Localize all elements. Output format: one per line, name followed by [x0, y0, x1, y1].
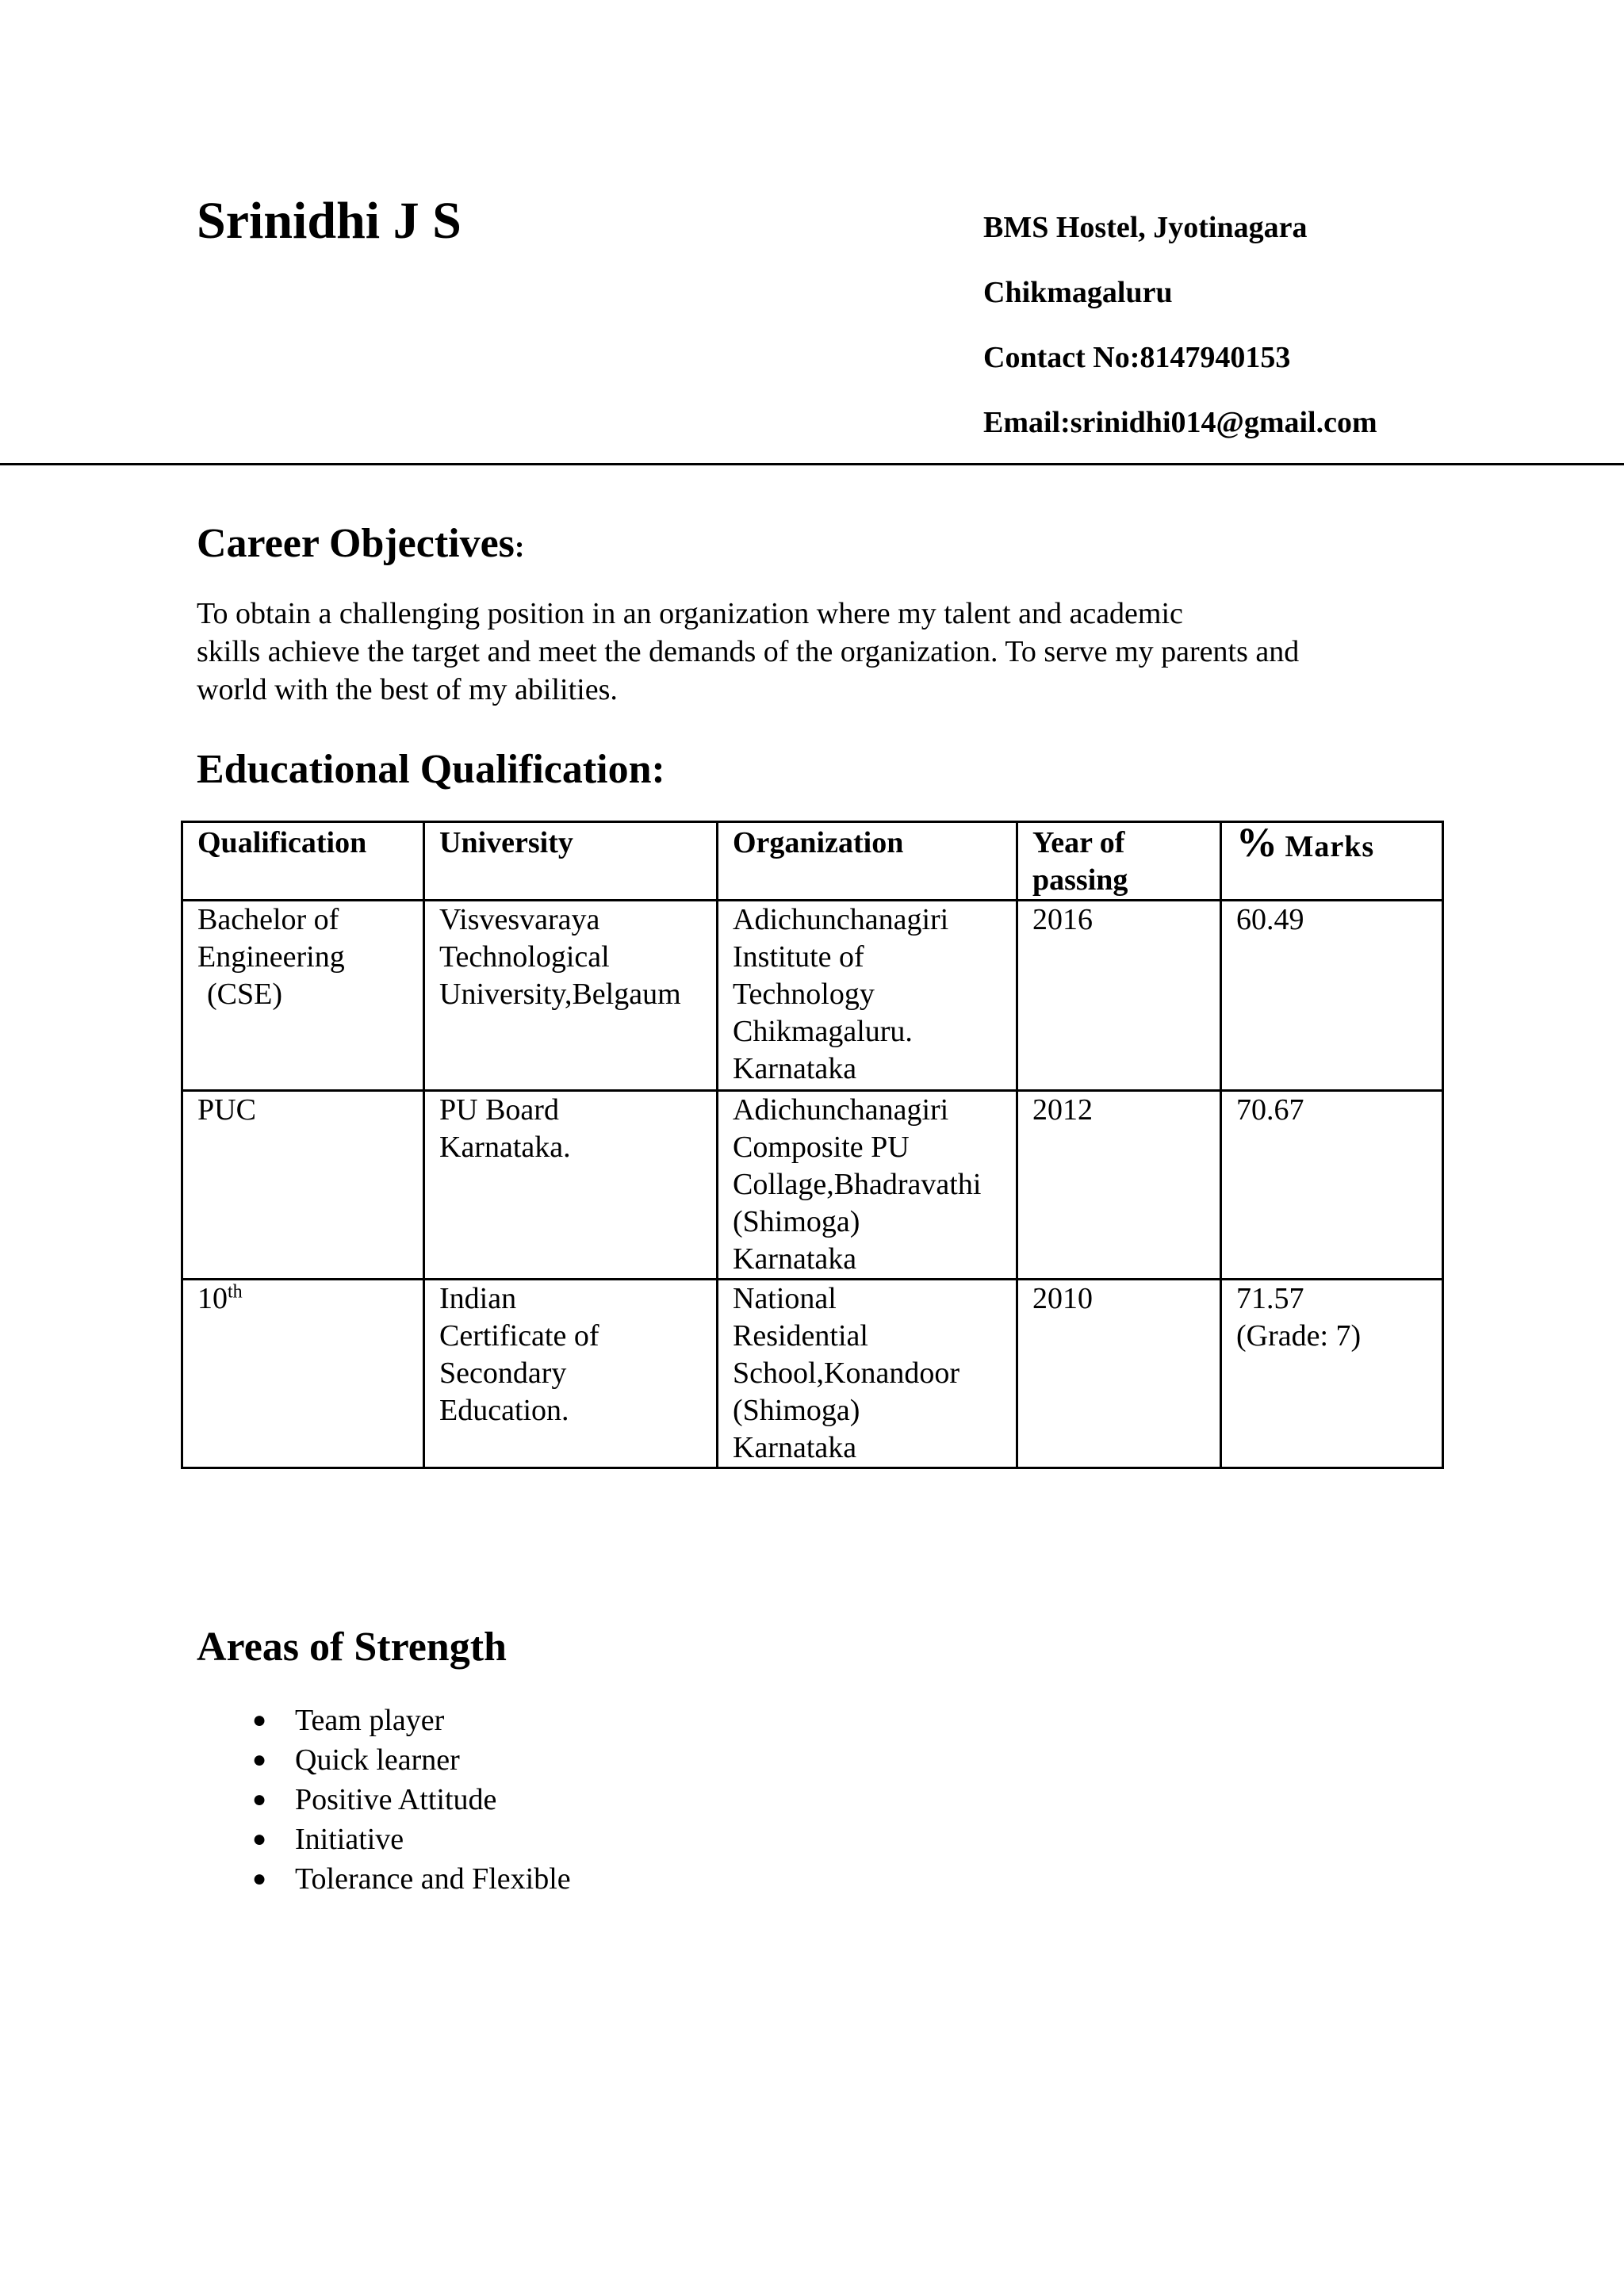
list-item-text: Positive Attitude: [295, 1783, 497, 1816]
cell-qualification: [182, 901, 424, 1091]
cell-line: National: [733, 1282, 837, 1315]
cell-marks: [1221, 1091, 1443, 1280]
cell-organization: [718, 1091, 1017, 1280]
list-item-text: Tolerance and Flexible: [295, 1862, 571, 1896]
cell-marks: [1221, 1280, 1443, 1468]
cell-line: 70.67: [1236, 1093, 1304, 1127]
address-line-1: BMS Hostel, Jyotinagara: [983, 211, 1308, 244]
list-item: [197, 1740, 571, 1780]
ordinal-suffix: th: [228, 1281, 243, 1303]
bullet-icon: ●: [252, 1826, 267, 1852]
career-objective-text: [197, 595, 1402, 709]
education-table: [181, 821, 1444, 1469]
header-divider: [0, 463, 1624, 465]
cell-line: Residential: [733, 1319, 868, 1353]
header-university: University: [424, 822, 718, 901]
cell-line: Education.: [439, 1394, 569, 1427]
cell-line: (CSE): [207, 978, 282, 1011]
cell-line: Karnataka: [733, 1052, 857, 1085]
list-item: [197, 1780, 571, 1820]
cell-line: Secondary: [439, 1357, 567, 1390]
cell-line: (Grade: 7): [1236, 1319, 1362, 1353]
email-address: Email:srinidhi014@gmail.com: [983, 406, 1377, 439]
cell-line: 10: [197, 1282, 228, 1315]
contact-block: [983, 212, 1377, 473]
candidate-name: Srinidhi J S: [197, 192, 462, 250]
bullet-icon: ●: [252, 1786, 267, 1812]
cell-line: 60.49: [1236, 903, 1304, 936]
career-objectives-title: Career Objectives: [197, 521, 515, 566]
cell-organization: [718, 901, 1017, 1091]
cell-year: 2012: [1017, 1091, 1221, 1280]
cell-line: (Shimoga): [733, 1205, 860, 1238]
table-header-row: [182, 822, 1443, 901]
header-year: Year of passing: [1017, 822, 1221, 901]
cell-qualification: PUC: [182, 1091, 424, 1280]
percent-symbol: %: [1236, 821, 1277, 866]
cell-year: 2010: [1017, 1280, 1221, 1468]
cell-line: Technological: [439, 940, 610, 974]
cell-line: Technology: [733, 978, 875, 1011]
cell-line: Bachelor of: [197, 903, 339, 936]
cell-university: [424, 1280, 718, 1468]
bullet-icon: ●: [252, 1747, 267, 1773]
cell-line: Institute of: [733, 940, 864, 974]
header-marks: [1221, 822, 1443, 901]
list-item: [197, 1859, 571, 1899]
cell-marks: [1221, 901, 1443, 1091]
cell-line: School,Konandoor: [733, 1357, 960, 1390]
cell-line: Karnataka.: [439, 1131, 571, 1164]
table-row: [182, 1280, 1443, 1468]
cell-line: Adichunchanagiri: [733, 1093, 949, 1127]
bullet-icon: ●: [252, 1707, 267, 1733]
cell-line: Karnataka: [733, 1242, 857, 1276]
marks-label: Marks: [1285, 830, 1375, 863]
cell-organization: [718, 1280, 1017, 1468]
list-item-text: Team player: [295, 1704, 445, 1737]
list-item-text: Quick learner: [295, 1743, 460, 1777]
cell-line: University,Belgaum: [439, 978, 681, 1011]
cell-line: Indian: [439, 1282, 517, 1315]
objective-line: skills achieve the target and meet the demands of the organization. To serve my parents and: [197, 635, 1300, 668]
cell-line: (Shimoga): [733, 1394, 860, 1427]
cell-line: Chikmagaluru.: [733, 1015, 913, 1048]
areas-of-strength-heading: Areas of Strength: [197, 1624, 507, 1670]
cell-qualification: [182, 1280, 424, 1468]
bullet-icon: ●: [252, 1866, 267, 1892]
cell-line: Adichunchanagiri: [733, 903, 949, 936]
list-item: [197, 1820, 571, 1859]
strength-list: [197, 1701, 571, 1899]
table-row: [182, 901, 1443, 1091]
cell-line: Collage,Bhadravathi: [733, 1168, 982, 1201]
cell-university: [424, 901, 718, 1091]
cell-year: 2016: [1017, 901, 1221, 1091]
cell-line: PU Board: [439, 1093, 559, 1127]
contact-number: Contact No:8147940153: [983, 341, 1291, 374]
education-heading: Educational Qualification:: [197, 747, 665, 792]
header-organization: Organization: [718, 822, 1017, 901]
career-objectives-colon: :: [514, 530, 525, 564]
list-item: [197, 1701, 571, 1740]
address-line-2: Chikmagaluru: [983, 276, 1173, 309]
cell-line: 71.57: [1236, 1282, 1304, 1315]
objective-line: world with the best of my abilities.: [197, 673, 618, 706]
cell-line: Composite PU: [733, 1131, 910, 1164]
list-item-text: Initiative: [295, 1823, 404, 1856]
career-objectives-heading: [197, 523, 525, 564]
cell-line: Karnataka: [733, 1431, 857, 1464]
objective-line: To obtain a challenging position in an organization where my talent and academic: [197, 597, 1183, 630]
cell-line: Visvesvaraya: [439, 903, 600, 936]
cell-line: Certificate of: [439, 1319, 599, 1353]
header-qualification: Qualification: [182, 822, 424, 901]
cell-university: [424, 1091, 718, 1280]
table-row: [182, 1091, 1443, 1280]
cell-line: Engineering: [197, 940, 345, 974]
